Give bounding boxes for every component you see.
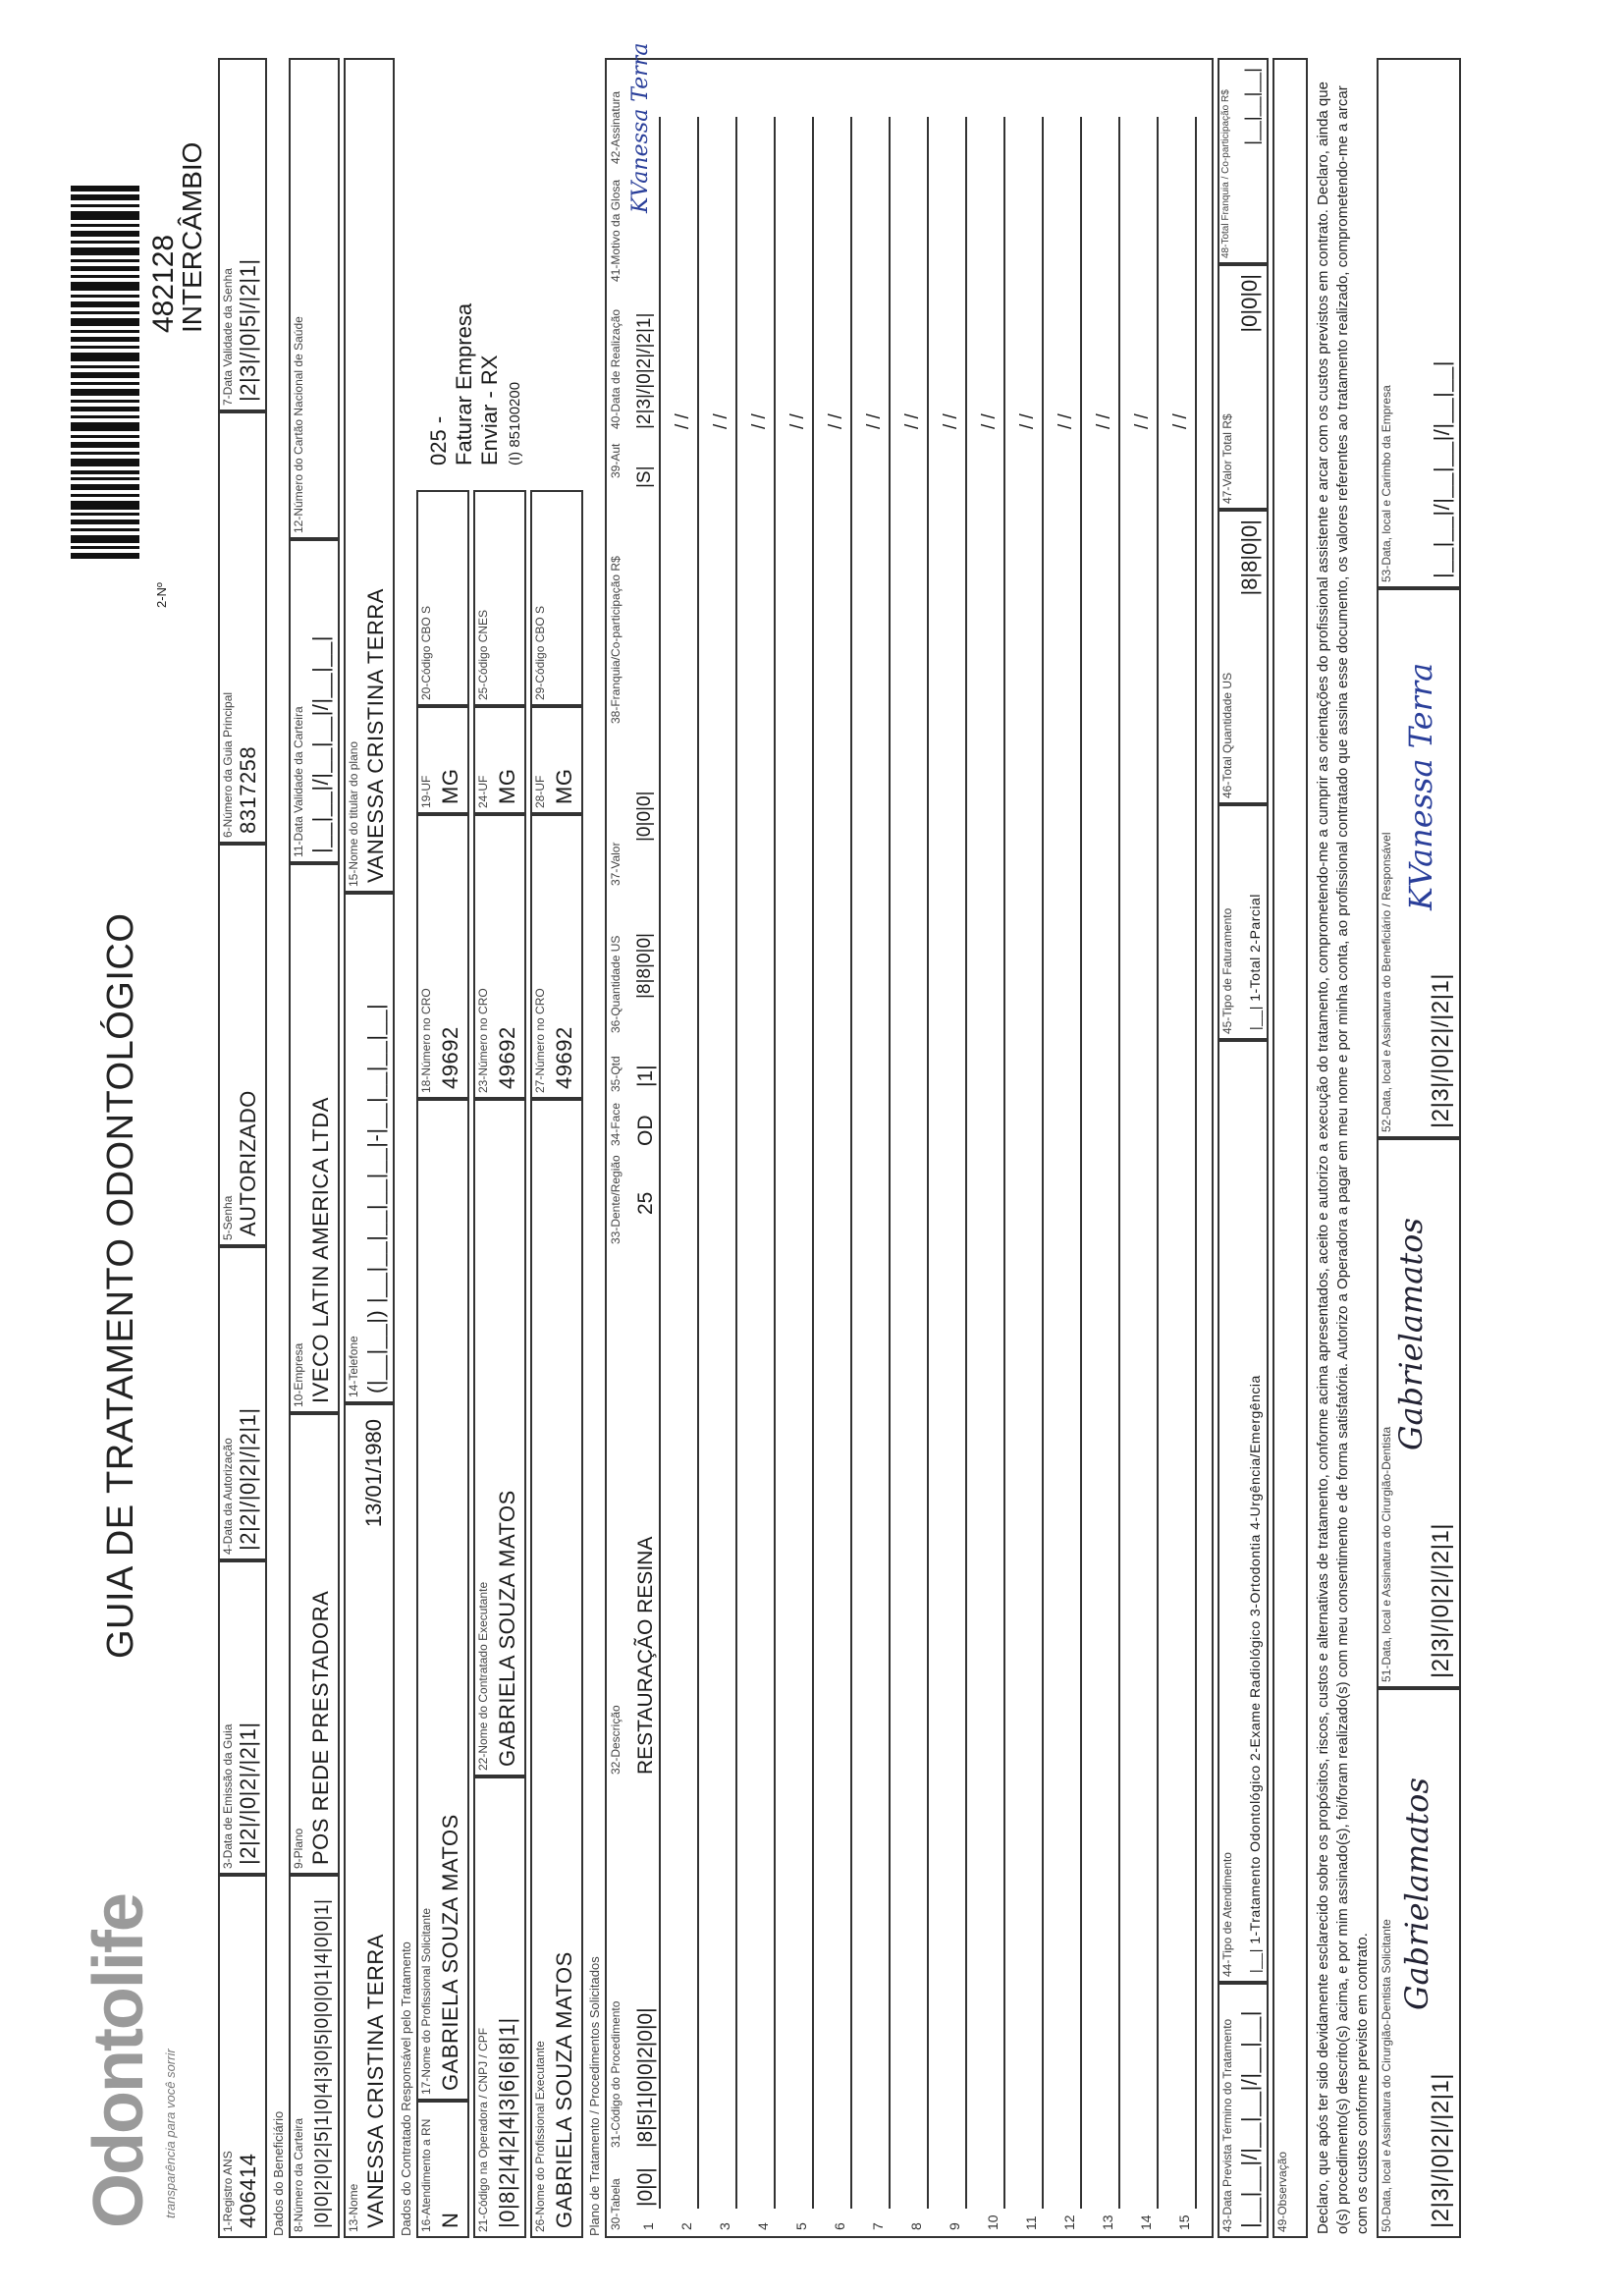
cell-dente[interactable]: 25: [634, 1191, 657, 1215]
logo-tagline: transparência para você sorrir: [163, 2049, 178, 2218]
sig52-date: |2|3|/|0|2|/|2|1|: [1428, 972, 1454, 1128]
row-guide-line: [812, 117, 814, 2209]
data-termino-field[interactable]: 43-Data Prevista Término do Tratamento |__|__|/|__|__|/|__|__|: [1218, 1983, 1269, 2238]
row-guide-line: [1003, 117, 1005, 2209]
tipo-atendimento-value: |__| 1-Tratamento Odontológico 2-Exame Radiológico 3-Ortodontia 4-Urgência/Emergência: [1247, 1375, 1263, 1973]
table-row: [667, 60, 705, 2236]
table-row: [1164, 60, 1203, 2236]
plano-field[interactable]: 9-Plano POS REDE PRESTADORA: [289, 1413, 340, 1875]
cell-data[interactable]: / /: [979, 413, 1000, 429]
cell-data[interactable]: / /: [1170, 413, 1191, 429]
col-header-codigo: 31-Código do Procedimento: [609, 2000, 623, 2148]
note-line: (I) 85100200: [507, 381, 523, 465]
uf-executante-value: MG: [552, 768, 576, 804]
titular-value: VANESSA CRISTINA TERRA: [363, 588, 388, 883]
table-row: [858, 60, 896, 2236]
col-header-us: 36-Quantidade US: [609, 935, 623, 1033]
nome-executante-field[interactable]: 26-Nome do Profissional Executante GABRIELA SOUZA MATOS: [530, 1099, 583, 2238]
guia-type: INTERCÂMBIO: [177, 141, 207, 333]
cro-solicitante-field[interactable]: 18-Número no CRO 49692: [416, 814, 469, 1099]
cell-data[interactable]: / /: [1056, 413, 1076, 429]
validade-senha-field[interactable]: 7-Data Validade da Senha |2|3|/|0|5|/|2|1|: [218, 58, 267, 411]
nascimento-value: 13/01/1980: [361, 1419, 386, 1528]
data-emissao-field[interactable]: 3-Data de Emissão da Guia |2|2|/|0|2|/|2|1|: [218, 1560, 267, 1875]
carteira-field[interactable]: 8-Número da Carteira |0|0|2|0|2|5|1|0|4|3|0|5|0|0|0|1|4|0|0|1|: [289, 1875, 340, 2238]
table-row: [782, 60, 820, 2236]
col-header-franquia: 38-Franquia/Co-participação R$: [609, 556, 623, 724]
codigo-operadora-value: |0|8|2|4|2|4|3|6|6|8|1|: [495, 2017, 519, 2228]
sig53-date: |__|__|/|__|__|/|__|__|: [1430, 360, 1454, 578]
carteira-value: |0|0|2|0|2|5|1|0|4|3|0|5|0|0|0|1|4|0|0|1|: [312, 1898, 333, 2228]
col-header-dente: 33-Dente/Região: [609, 1155, 623, 1244]
data-emissao-value: |2|2|/|0|2|/|2|1|: [236, 1722, 260, 1865]
cell-data[interactable]: / /: [902, 413, 923, 429]
col-header-valor: 37-Valor: [609, 842, 623, 886]
row-guide-line: [697, 117, 699, 2209]
table-row: [1126, 60, 1164, 2236]
row-number: 4: [755, 2222, 771, 2230]
dentist-signature-50: Gabrielamatos: [1398, 1777, 1435, 2010]
table-row: [743, 60, 782, 2236]
telefone-value: (|__|__|) |__|__|__|__|__|-|__|__|__|__|: [363, 1003, 388, 1394]
cro-executante-field[interactable]: 27-Número no CRO 49692: [530, 814, 583, 1099]
cell-data[interactable]: / /: [787, 413, 808, 429]
beneficiary-signature-52: KVanessa Terra: [1402, 662, 1439, 910]
row-guide-line: [1118, 117, 1120, 2209]
cell-data[interactable]: |2|3|/|0|2|/|2|1|: [634, 312, 655, 429]
cell-qtd[interactable]: |1|: [634, 1065, 657, 1087]
row-number: 5: [793, 2222, 809, 2230]
tipo-atendimento-field[interactable]: 44-Tipo de Atendimento |__| 1-Tratamento Odontológico 2-Exame Radiológico 3-Ortodontia 4-Urgência/Emergência: [1218, 1040, 1269, 1983]
cell-data[interactable]: / /: [941, 413, 961, 429]
procedures-section-label: Plano de Tratamento / Procedimentos Solicitados: [587, 1956, 602, 2236]
contratado-section-label: Dados do Contratado Responsável pelo Tratamento: [399, 1941, 413, 2236]
uf-executante-field[interactable]: 28-UF MG: [530, 706, 583, 814]
data-termino-value: |__|__|/|__|__|/|__|__|: [1237, 2010, 1262, 2228]
tipo-faturamento-value: |__| 1-Total 2-Parcial: [1247, 894, 1263, 1030]
declaration-text: Declaro, que após ter sido devidamente esclarecido sobre os propósitos, riscos, custos e alternativas de tratamento, conforme acima apresentados, aceito e autorizo a execução do tratamento, comprometendo-me a cumprir as orientações do profissional assistente e arcar com os custos previstos em contrato. Declaro, ainda que o(s) procedimento(s) descrito(s) acima, e por mim assinado(s), foi/foram realizado(s) com meu consentimento e de forma satisfatória. Autorizo a Operadora a pagar em meu nome e por minha conta, ao profissional contratado que assina esse documento, os valores referentes ao tratamento realizado, comprometendo-me a arcar com os custos conforme previsto em contrato.: [1315, 82, 1371, 2234]
row-guide-line: [850, 117, 852, 2209]
cro-solicitante-value: 49692: [438, 1026, 462, 1089]
nome-value: VANESSA CRISTINA TERRA: [363, 1934, 388, 2228]
row-number: 3: [717, 2222, 732, 2230]
cell-codigo[interactable]: |8|5|1|0|0|2|0|0|: [634, 2007, 657, 2148]
dentist-signature-51: Gabrielamatos: [1392, 1218, 1430, 1450]
row-guide-line: [927, 117, 929, 2209]
sig50-field[interactable]: 50-Data, local e Assinatura do Cirurgião-Dentista Solicitante |2|3|/|0|2|/|2|1| Gabrielamatos: [1377, 1688, 1461, 2238]
row-number: 11: [1023, 2215, 1039, 2230]
cell-valor[interactable]: |0|0|0|: [634, 791, 655, 842]
cell-tabela[interactable]: |0|0|: [634, 2167, 657, 2207]
col-header-data: 40-Data de Realização: [609, 308, 623, 429]
procedures-table: [605, 42, 1214, 2238]
total-us-value: |8|8|0|0|: [1237, 519, 1262, 596]
row-number: 7: [870, 2222, 886, 2230]
cartao-nacional-field[interactable]: 12-Número do Cartão Nacional de Saúde: [289, 58, 340, 539]
sig51-field[interactable]: 51-Data, local e Assinatura do Cirurgião-Dentista |2|3|/|0|2|/|2|1| Gabrielamatos: [1377, 1138, 1461, 1688]
row-guide-line: [1080, 117, 1082, 2209]
col-header-motivo: 41-Motivo da Glosa: [609, 179, 623, 282]
uf-contratado-value: MG: [495, 768, 519, 804]
rn-value: N: [438, 2212, 462, 2228]
row-number: 12: [1061, 2214, 1077, 2230]
cell-us[interactable]: |8|8|0|0|: [634, 933, 655, 999]
row-guide-line: [659, 117, 661, 2209]
valor-total-field[interactable]: 47-Valor Total R$ |0|0|0|: [1218, 264, 1269, 510]
table-row: [1011, 60, 1050, 2236]
cro-contratado-field[interactable]: 23-Número no CRO 49692: [473, 814, 526, 1099]
cell-descricao[interactable]: RESTAURAÇÃO RESINA: [634, 1536, 657, 1775]
dental-treatment-form: [61, 42, 1563, 2248]
col-header-assinatura: 42-Assinatura: [609, 90, 623, 164]
note-line: 025 -: [426, 415, 451, 465]
titular-field[interactable]: 15-Nome do titular do plano VANESSA CRISTINA TERRA: [344, 58, 395, 893]
cell-data[interactable]: / /: [826, 413, 846, 429]
plano-value: POS REDE PRESTADORA: [308, 1590, 333, 1865]
nome-executante-value: GABRIELA SOUZA MATOS: [552, 1951, 576, 2228]
cell-data[interactable]: / /: [673, 413, 693, 429]
row-number: 13: [1100, 2214, 1115, 2230]
sig51-date: |2|3|/|0|2|/|2|1|: [1428, 1522, 1454, 1678]
registro-ans-field[interactable]: 1-Registro ANS 406414: [218, 1875, 267, 2238]
row-number: 9: [947, 2222, 962, 2230]
cell-face[interactable]: OD: [634, 1115, 657, 1146]
cell-data[interactable]: / /: [1132, 413, 1153, 429]
observacao-field[interactable]: 49-Observação: [1272, 58, 1308, 2238]
empresa-field[interactable]: 10-Empresa IVECO LATIN AMERICA LTDA: [289, 863, 340, 1413]
empresa-value: IVECO LATIN AMERICA LTDA: [308, 1097, 333, 1403]
cell-data[interactable]: / /: [1017, 413, 1038, 429]
beneficiario-section-label: Dados do Beneficiário: [271, 2110, 286, 2236]
row-number: 14: [1138, 2214, 1154, 2230]
uf-solicitante-value: MG: [438, 768, 462, 804]
row-guide-line: [965, 117, 967, 2209]
profissional-solicitante-value: GABRIELA SOUZA MATOS: [438, 1814, 462, 2091]
cell-data[interactable]: / /: [711, 413, 731, 429]
guia-number-label: 2-Nº: [154, 582, 169, 608]
sig52-field[interactable]: 52-Data, local e Assinatura do Beneficiário / Responsável |2|3|/|0|2|/|2|1| KVanessa Terra: [1377, 588, 1461, 1138]
cell-data[interactable]: / /: [749, 413, 770, 429]
col-header-tabela: 30-Tabela: [609, 2178, 623, 2230]
total-franquia-field[interactable]: 48-Total Franquia / Co-participação R$ |__|__|__|: [1218, 58, 1269, 264]
cro-contratado-value: 49692: [495, 1026, 519, 1089]
validade-carteira-field[interactable]: 11-Data Validade da Carteira |__|__|/|__|__|/|__|__|: [289, 539, 340, 863]
row-guide-line: [1195, 117, 1197, 2209]
guia-number: 482128: [147, 234, 180, 333]
table-row: [896, 60, 935, 2236]
telefone-field[interactable]: 14-Telefone (|__|__|) |__|__|__|__|__|-|__|__|__|__|: [344, 893, 395, 1403]
nome-field[interactable]: 13-Nome VANESSA CRISTINA TERRA 13/01/1980: [344, 1403, 395, 2238]
senha-field[interactable]: 5-Senha AUTORIZADO: [218, 844, 267, 1246]
row-guide-line: [1042, 117, 1044, 2209]
row-guide-line: [889, 117, 891, 2209]
guia-principal-value: 8317258: [236, 745, 260, 834]
cell-aut[interactable]: |S|: [634, 465, 655, 488]
total-franquia-value: |__|__|__|: [1242, 68, 1262, 145]
row-number: 15: [1176, 2214, 1192, 2230]
col-header-qtd: 35-Qtd: [609, 1056, 623, 1092]
row-guide-line: [774, 117, 776, 2209]
row-guide-line: [1157, 117, 1159, 2209]
row-number: 1: [640, 2222, 656, 2230]
table-row: [935, 60, 973, 2236]
tipo-faturamento-field[interactable]: 45-Tipo de Faturamento |__| 1-Total 2-Parcial: [1218, 804, 1269, 1040]
row-number: 6: [832, 2222, 847, 2230]
uf-solicitante-field[interactable]: 19-UF MG: [416, 706, 469, 814]
profissional-solicitante-field[interactable]: 17-Nome do Profissional Solicitante GABRIELA SOUZA MATOS: [416, 1099, 469, 2101]
table-row: [1050, 60, 1088, 2236]
senha-value: AUTORIZADO: [236, 1090, 260, 1236]
barcode: [71, 186, 139, 559]
operator-notes: [426, 303, 528, 465]
data-autorizacao-value: |2|2|/|0|2|/|2|1|: [236, 1407, 260, 1551]
cro-executante-value: 49692: [552, 1026, 576, 1089]
cnes-field[interactable]: 25-Código CNES: [473, 490, 526, 706]
row-number: 8: [908, 2222, 924, 2230]
cbos-executante-field[interactable]: 29-Código CBO S: [530, 490, 583, 706]
table-row: [628, 42, 667, 2236]
validade-senha-value: |2|3|/|0|5|/|2|1|: [236, 258, 260, 402]
cbos-solicitante-field[interactable]: 20-Código CBO S: [416, 490, 469, 706]
row-guide-line: [735, 117, 737, 2209]
table-row: [973, 60, 1011, 2236]
note-line: Enviar - RX: [477, 355, 502, 465]
valor-total-value: |0|0|0|: [1237, 274, 1262, 333]
col-header-face: 34-Face: [609, 1102, 623, 1146]
table-row: [820, 60, 858, 2236]
note-line: Faturar Empresa: [452, 302, 476, 465]
cell-data[interactable]: / /: [1094, 413, 1114, 429]
cell-data[interactable]: / /: [864, 413, 885, 429]
nome-contratado-value: GABRIELA SOUZA MATOS: [495, 1490, 519, 1767]
nome-contratado-field[interactable]: 22-Nome do Contratado Executante GABRIELA SOUZA MATOS: [473, 1099, 526, 1777]
row-number: 2: [678, 2222, 694, 2230]
form-title: GUIA DE TRATAMENTO ODONTOLÓGICO: [100, 912, 141, 1659]
registro-ans-value: 406414: [236, 2153, 260, 2228]
table-row: [1088, 60, 1126, 2236]
odontolife-logo: Odontolife: [80, 1894, 158, 2228]
col-header-descricao: 32-Descrição: [609, 1705, 623, 1775]
data-autorizacao-field[interactable]: 4-Data da Autorização |2|2|/|0|2|/|2|1|: [218, 1246, 267, 1560]
row-number: 10: [985, 2214, 1001, 2230]
total-us-field[interactable]: 46-Total Quantidade US |8|8|0|0|: [1218, 510, 1269, 804]
sig50-date: |2|3|/|0|2|/|2|1|: [1428, 2072, 1454, 2228]
uf-contratado-field[interactable]: 24-UF MG: [473, 706, 526, 814]
codigo-operadora-field[interactable]: 21-Código na Operadora / CNPJ / CPF |0|8|2|4|2|4|3|6|6|8|1|: [473, 1777, 526, 2238]
rn-field[interactable]: 16-Atendimento a RN N: [416, 2101, 469, 2238]
cell-assinatura[interactable]: KVanessa Terra: [628, 42, 653, 213]
procedure-rows: [628, 42, 1212, 2236]
validade-carteira-value: |__|__|/|__|__|/|__|__|: [308, 635, 333, 853]
guia-principal-field[interactable]: 6-Número da Guia Principal 8317258: [218, 411, 267, 844]
col-header-aut: 39-Aut: [609, 443, 623, 478]
table-row: [705, 60, 743, 2236]
sig53-field[interactable]: 53-Data, local e Carimbo da Empresa |__|__|/|__|__|/|__|__|: [1377, 58, 1461, 588]
